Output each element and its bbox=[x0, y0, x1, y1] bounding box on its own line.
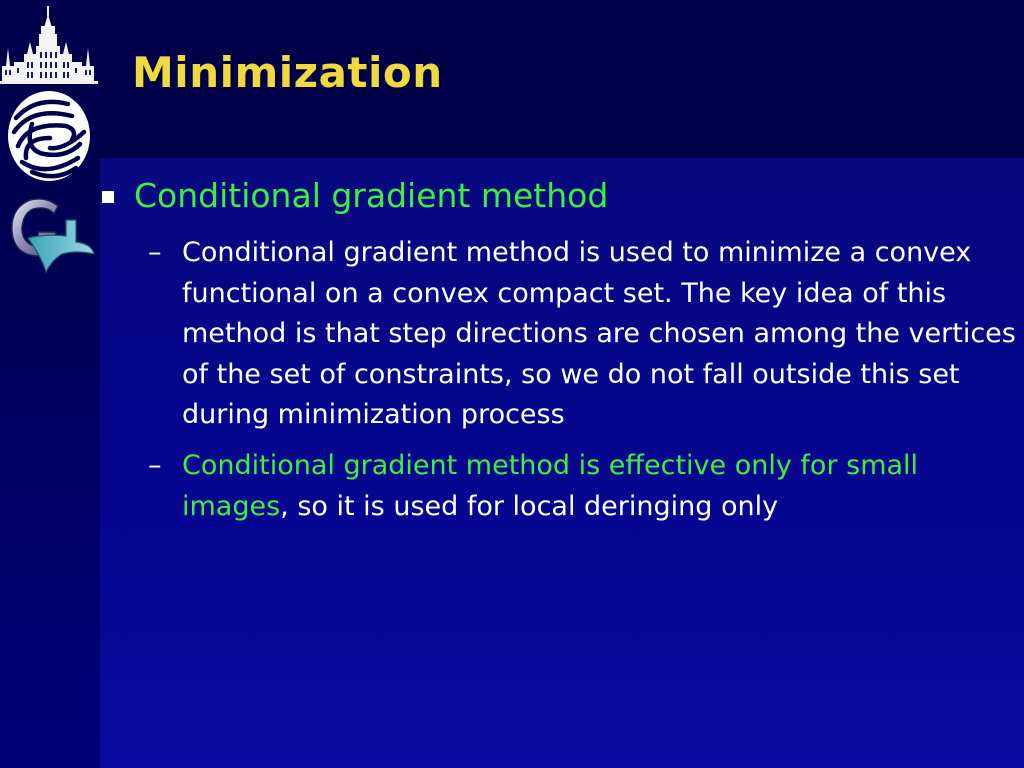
dash-marker: – bbox=[148, 450, 162, 481]
subpoint-2 bbox=[148, 446, 1016, 527]
subpoint-2-highlight: Conditional gradient method is effective only for small images bbox=[182, 450, 919, 522]
gl-logo bbox=[6, 194, 96, 278]
subpoint-1 bbox=[148, 233, 1016, 436]
university-building-logo bbox=[0, 4, 98, 86]
main-bullet-text: Conditional gradient method bbox=[134, 176, 609, 215]
slide-title: Minimization bbox=[132, 48, 443, 97]
subpoint-2-text bbox=[182, 446, 1016, 527]
main-bullet bbox=[100, 176, 608, 215]
square-bullet-icon bbox=[102, 191, 114, 203]
subpoint-2-rest: , so it is used for local deringing only bbox=[280, 490, 779, 522]
subpoint-1-text: Conditional gradient method is used to minimize a convex functional on a convex compact set. The key idea of this method is that step directions are chosen among the vertices of the set of constraints, so we do not fall outside this set during minimization process bbox=[182, 237, 1016, 430]
swirl-logo bbox=[6, 88, 92, 184]
dash-marker: – bbox=[148, 237, 162, 268]
